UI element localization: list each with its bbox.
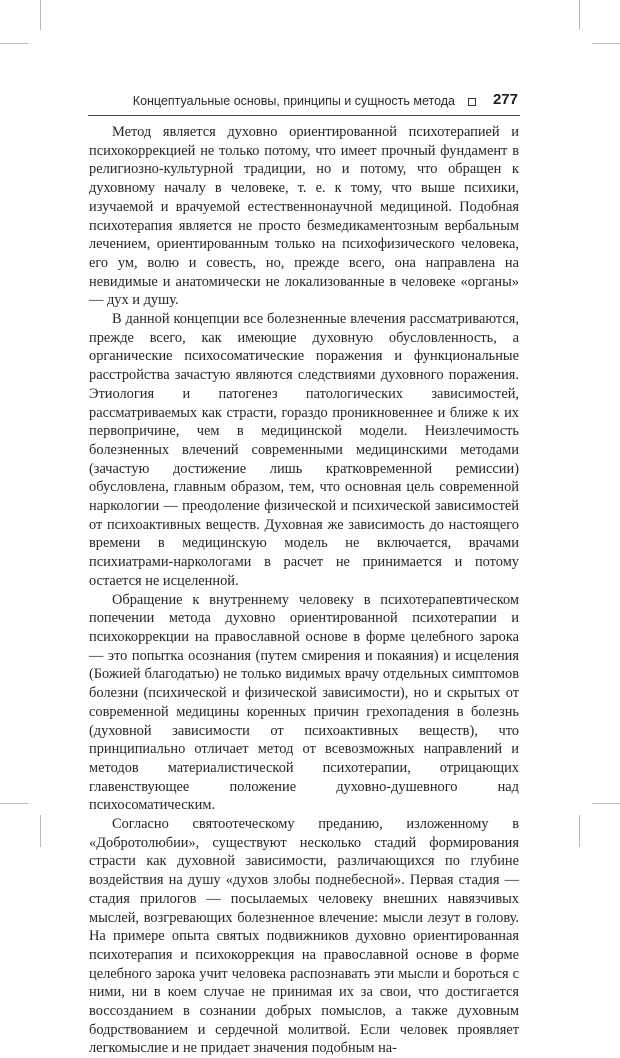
crop-mark-top-left-v bbox=[40, 0, 41, 30]
crop-mark-bottom-left-v bbox=[40, 815, 41, 847]
paragraph-2: В данной концепции все болезненные влечения рассматриваются, прежде всего, как имеющие духовную обусловленность, а органические психосоматические поражения и функциональные расстройства зачастую являются следствиями духовного поражения. Этиология и патогенез патологических зависимостей, рассматриваемых как страсти, гораздо проникновеннее и ближе к их первопричине, чем в медицинской модели. Неизлечимость болезненных влечений современными медицинскими методами (зачастую достижение лишь кратковременной ремиссии) обусловлена, главным образом, тем, что основная цель современной наркологии — преодоление физической и психической зависимостей от психоактивных веществ. Духовная же зависимость до настоящего времени в медицинскую модель не включается, врачами психиатрами-наркологами в расчет не принимается и потому остается не исцеленной. bbox=[89, 311, 519, 589]
crop-mark-bottom-right-h bbox=[592, 803, 620, 804]
paragraph-3: Обращение к внутреннему человеку в психотерапевтическом попечении метода духовно ориентированной психотерапии и психокоррекции на православной основе в форме целебного зарока — это попытка осознания (путем смирения и покаяния) и исцеления (Божией благодатью) не только видимых врачу отдельных симптомов болезни (психической и физической зависимости), но и скрытых от современной медицины коренных причин грехопадения в болезнь (духовной зависимости от психоактивных веществ), что принципиально отличает метод от всевозможных направлений и методов материалистической психотерапии, отрицающих главенствующее положение духовно-душевного над психосоматическим. bbox=[89, 591, 519, 814]
paragraph-1: Метод является духовно ориентированной психотерапией и психокоррекцией не только потому, что имеет прочный фундамент в религиозно-культурной традиции, но и потому, что обращен к духовному началу в человеке, т. е. к тому, что выше психики, изучаемой и врачуемой естественнонаучной медициной. Подобная психотерапия является не просто безмедикаментозным вербальным лечением, ориентированным только на психофизического человека, его ум, волю и совесть, но, прежде всего, она направлена на невидимые и анатомически не локализованные в человеке «органы» — дух и душу. bbox=[89, 124, 519, 309]
header-divider bbox=[88, 115, 520, 116]
checkbox-square-icon bbox=[468, 98, 476, 106]
crop-mark-top-right-h bbox=[592, 43, 620, 44]
page-number: 277 bbox=[492, 91, 518, 108]
crop-mark-bottom-left-h bbox=[0, 803, 28, 804]
crop-mark-top-right-v bbox=[579, 0, 580, 30]
crop-mark-bottom-right-v bbox=[579, 815, 580, 847]
running-header-title: Концептуальные основы, принципы и сущность метода bbox=[132, 94, 455, 108]
paragraph-4: Согласно святоотеческому преданию, изложенному в «Добротолюбии», существуют несколько стадий формирования страсти как духовной зависимости, различающихся по глубине воздействия на душу «духов злобы поднебесной». Первая стадия — стадия прилогов — посылаемых человеку внешних навязчивых мыслей, возгревающих болезненное влечение: мысли лезут в голову. На примере опыта святых подвижников духовно ориентированная психотерапия и психокоррекция на православной основе в форме целебного зарока учит человека распознавать эти мысли и бороться с ними, ни в коем случае не принимая их за свои, что достигается воссозданием в сознании добрых помыслов, а также духовным бодрствованием и сердечной молитвой. Если человек проявляет легкомыслие и не придает значения подобным на- bbox=[89, 816, 519, 1057]
running-header bbox=[88, 92, 520, 112]
crop-mark-top-left-h bbox=[0, 43, 28, 44]
body-text bbox=[89, 123, 519, 1058]
